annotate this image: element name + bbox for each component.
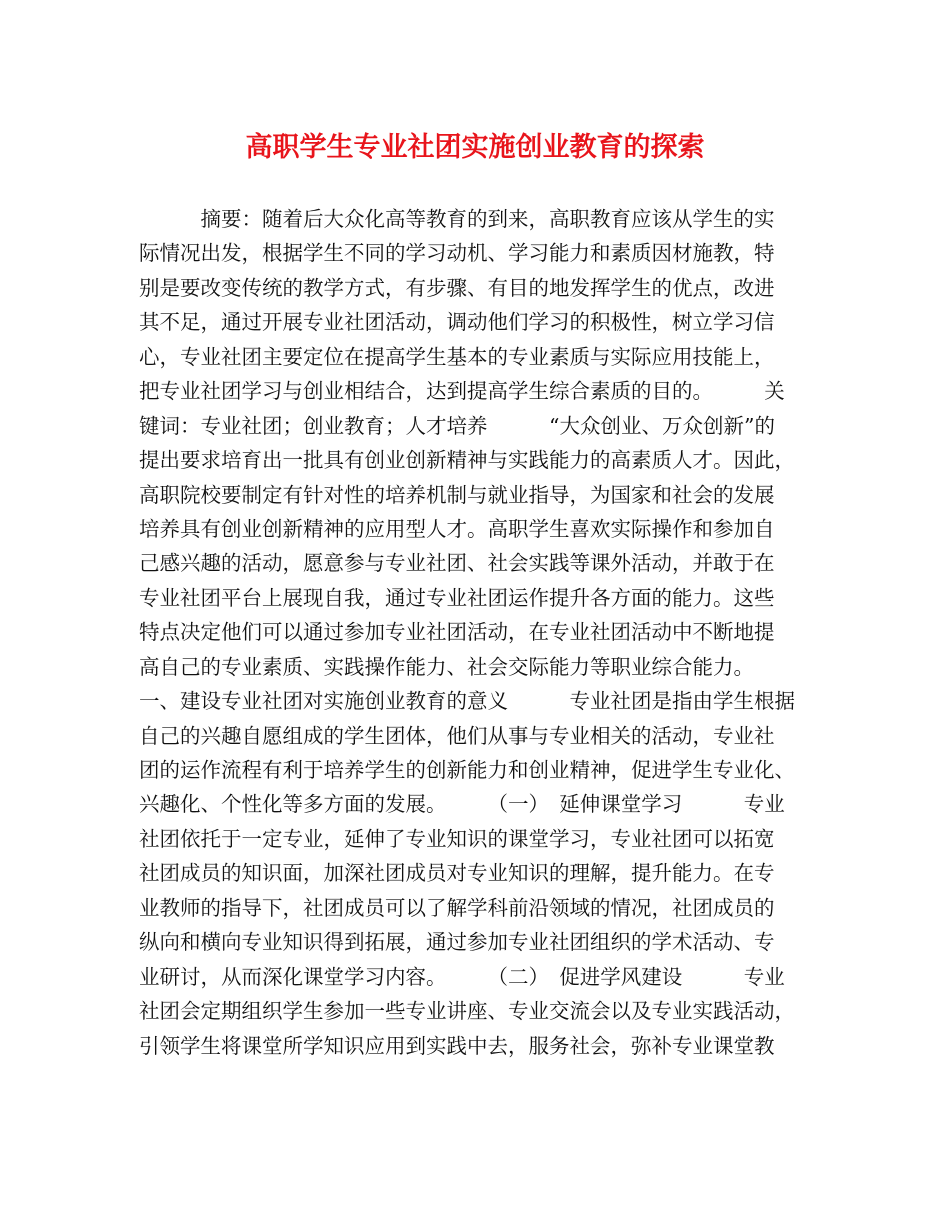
document-body [139, 202, 819, 1063]
body-line: 自己的兴趣自愿组成的学生团体，他们从事与专业相关的活动，专业社 [139, 723, 775, 748]
body-line: 提出要求培育出一批具有创业创新精神与实践能力的高素质人才。因此， [139, 448, 795, 473]
body-line: 把专业社团学习与创业相结合，达到提高学生综合素质的目的。 关 [139, 379, 785, 404]
body-line: 纵向和横向专业知识得到拓展，通过参加专业社团组织的学术活动、专 [139, 930, 775, 955]
body-line: 业研讨，从而深化课堂学习内容。 （二） 促进学风建设 专业 [139, 964, 785, 989]
body-line: 培养具有创业创新精神的应用型人才。高职学生喜欢实际操作和参加自 [139, 516, 775, 541]
body-line: 引领学生将课堂所学知识应用到实践中去，服务社会，弥补专业课堂教 [139, 1033, 775, 1058]
body-line: 己感兴趣的活动，愿意参与专业社团、社会实践等课外活动，并敢于在 [139, 551, 775, 576]
body-line: 摘要：随着后大众化高等教育的到来，高职教育应该从学生的实 [139, 207, 775, 231]
body-line: 社团依托于一定专业，延伸了专业知识的课堂学习，专业社团可以拓宽 [139, 826, 775, 851]
body-line: 社团会定期组织学生参加一些专业讲座、专业交流会以及专业实践活动， [139, 999, 795, 1024]
body-line: 团的运作流程有利于培养学生的创新能力和创业精神，促进学生专业化、 [139, 758, 795, 782]
body-line: 一、建设专业社团对实施创业教育的意义 专业社团是指由学生根据 [139, 689, 795, 714]
body-line: 高职院校要制定有针对性的培养机制与就业指导，为国家和社会的发展 [139, 482, 775, 507]
body-line: 心，专业社团主要定位在提高学生基本的专业素质与实际应用技能上， [139, 344, 775, 369]
body-line: 兴趣化、个性化等多方面的发展。 （一） 延伸课堂学习 专业 [139, 792, 785, 817]
body-line: 其不足，通过开展专业社团活动，调动他们学习的积极性，树立学习信 [139, 310, 775, 335]
body-line: 别是要改变传统的教学方式，有步骤、有目的地发挥学生的优点，改进 [139, 275, 775, 300]
body-line: 业教师的指导下，社团成员可以了解学科前沿领域的情况，社团成员的 [139, 895, 775, 920]
document-title: 高职学生专业社团实施创业教育的探索 [245, 132, 705, 163]
body-line: 高自己的专业素质、实践操作能力、社会交际能力等职业综合能力。 [139, 654, 754, 679]
body-line: 特点决定他们可以通过参加专业社团活动，在专业社团活动中不断地提 [139, 620, 775, 645]
body-line: 社团成员的知识面，加深社团成员对专业知识的理解，提升能力。在专 [139, 861, 775, 886]
body-line: 际情况出发，根据学生不同的学习动机、学习能力和素质因材施教，特 [139, 241, 775, 266]
body-line: 专业社团平台上展现自我，通过专业社团运作提升各方面的能力。这些 [139, 585, 775, 610]
body-line: 键词：专业社团；创业教育；人才培养 “大众创业、万众创新”的 [139, 413, 775, 438]
